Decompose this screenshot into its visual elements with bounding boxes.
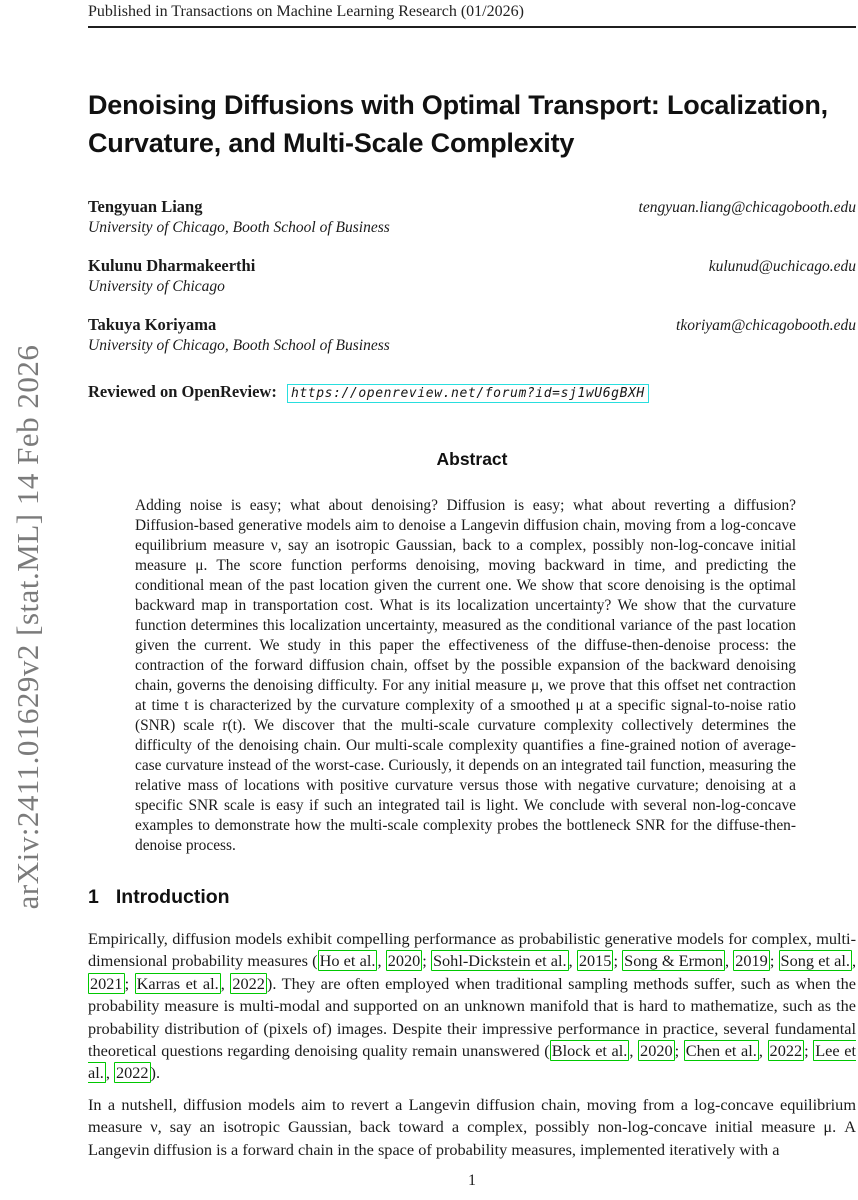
section-number: 1	[88, 886, 99, 908]
paper-title	[88, 86, 856, 162]
citation-link[interactable]: Song et al.	[780, 951, 850, 971]
citation-link[interactable]: Karras et al.	[136, 973, 219, 993]
citation-link[interactable]: 2021	[90, 973, 123, 993]
arxiv-watermark: arXiv:2411.01629v2 [stat.ML] 14 Feb 2026	[10, 344, 45, 910]
citation-link[interactable]: Song & Ermon	[624, 951, 723, 971]
author-block	[88, 314, 856, 356]
author-block	[88, 196, 856, 238]
author-affiliation: University of Chicago	[88, 278, 225, 295]
openreview-label: Reviewed on OpenReview:	[88, 382, 277, 401]
author-block	[88, 255, 856, 297]
openreview-line	[88, 381, 856, 405]
openreview-url-link[interactable]: https://openreview.net/forum?id=sj1wU6gBXH	[287, 384, 649, 403]
page-content	[88, 2, 856, 1161]
intro-paragraph-1: Empirically, diffusion models exhibit compelling performance as probabilistic generative models for complex, multi-dimensional probability measures ( Ho et al. , 2020 ; Sohl-Dickstein et al. , 2015 ; Song & Ermon , 2019 ; Song et al. , 2021 ; Karras et al. , 2022 ). They are often employed when traditional sampling methods suffer, such as when the probability measure is multi-modal and supported on an unknown manifold that is hard to mathematize, such as the probability distribution of (pixels of) images. Despite their impressive performance in practice, several fundamental theoretical questions regarding denoising quality remain unanswered ( Block et al. , 2020 ; Chen et al. , 2022 ; Lee et al. , 2022 ).	[88, 929, 857, 1083]
author-affiliation: University of Chicago, Booth School of Business	[88, 337, 390, 354]
section-heading-introduction	[88, 886, 856, 909]
citation-link[interactable]: 2019	[735, 951, 768, 971]
author-name: Takuya Koriyama	[88, 315, 217, 334]
author-row	[88, 255, 856, 277]
author-list	[88, 196, 856, 356]
citation-link[interactable]: 2020	[387, 951, 421, 971]
citation-link[interactable]: 2015	[578, 951, 612, 971]
author-affiliation: University of Chicago, Booth School of Business	[88, 219, 390, 236]
running-header: Published in Transactions on Machine Learning Research (01/2026)	[88, 2, 856, 28]
paper-title-line2: Curvature, and Multi-Scale Complexity	[88, 128, 575, 158]
author-email: tkoriyam@chicagobooth.edu	[676, 317, 856, 334]
abstract-heading: Abstract	[436, 449, 508, 469]
citation-link[interactable]: Sohl-Dickstein et al.	[432, 951, 567, 971]
author-email: kulunud@uchicago.edu	[708, 258, 856, 275]
citation-link[interactable]: 2020	[640, 1041, 673, 1061]
citation-link[interactable]: Block et al.	[551, 1041, 628, 1061]
citation-link[interactable]: Chen et al.	[685, 1041, 757, 1061]
author-name: Tengyuan Liang	[88, 197, 203, 216]
author-row	[88, 196, 856, 218]
author-name: Kulunu Dharmakeerthi	[88, 256, 256, 275]
author-email: tengyuan.liang@chicagobooth.edu	[638, 199, 856, 216]
citation-link[interactable]: Lee et al.	[88, 1041, 856, 1083]
intro-paragraph-2: In a nutshell, diffusion models aim to revert a Langevin diffusion chain, moving from a log-concave equilibrium measure ν, say an isotropic Gaussian, back toward a complex, possibly non-log-concave initial measure μ. A Langevin diffusion is a forward chain in the space of probability measures, implemented iteratively with a	[88, 1094, 856, 1159]
paper-title-line1: Denoising Diffusions with Optimal Transport: Localization,	[88, 90, 828, 120]
author-row	[88, 314, 856, 336]
citation-link[interactable]: 2022	[115, 1063, 149, 1083]
abstract-text: Adding noise is easy; what about denoising? Diffusion is easy; what about reverting a diffusion? Diffusion-based generative models aim to denoise a Langevin diffusion chain, moving from a log-concave equilibrium measure ν, say an isotropic Gaussian, back to a complex, possibly non-log-concave initial measure μ. The score function performs denoising, moving backward in time, and predicting the conditional mean of the past location given the current one. We show that score denoising is the optimal backward map in transportation cost. What is its localization uncertainty? We show that the curvature function determines this localization uncertainty, measured as the conditional variance of the past location given the current. We study in this paper the effectiveness of the diffuse-then-denoise process: the contraction of the forward diffusion chain, offset by the possible expansion of the backward denoising chain, governs the denoising difficulty. For any initial measure μ, we prove that this offset net contraction at time t is characterized by the curvature complexity of a smoothed μ at a specific signal-to-noise ratio (SNR) scale r(t). We discover that the multi-scale curvature complexity collectively determines the difficulty of the denoising chain. Our multi-scale complexity quantifies a fine-grained notion of average-case curvature instead of the worst-case. Curiously, it depends on an integrated tail function, measuring the relative mass of locations with positive curvature versus those with negative curvature; denoising at a specific SNR scale is easy if such an integrated tail is light. We conclude with several non-log-concave examples to demonstrate how the multi-scale complexity probes the bottleneck SNR for the diffuse-then-denoise process.	[135, 497, 796, 854]
page-number: 1	[468, 1172, 476, 1189]
section-title: Introduction	[115, 886, 230, 908]
citation-link[interactable]: 2022	[232, 973, 265, 993]
citation-link[interactable]: Ho et al.	[319, 951, 376, 971]
citation-link[interactable]: 2022	[769, 1041, 803, 1061]
